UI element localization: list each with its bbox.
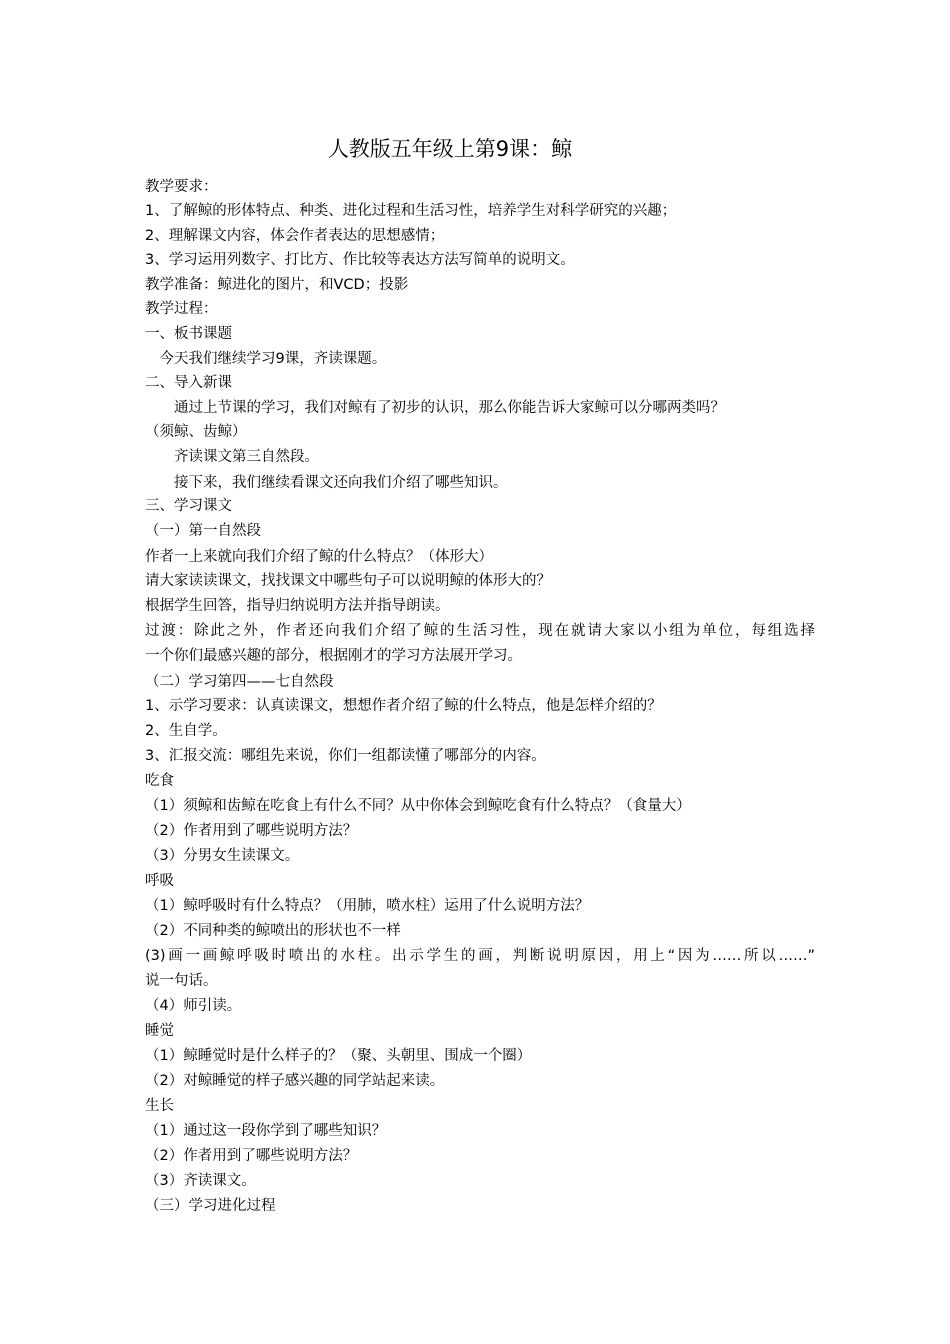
text-line: （须鲸、齿鲸） xyxy=(145,424,247,440)
text-line: （3）分男女生读课文。 xyxy=(145,848,300,864)
text-line: （二）学习第四——七自然段 xyxy=(145,674,334,690)
text-line: 接下来，我们继续看课文还向我们介绍了哪些知识。 xyxy=(145,475,508,491)
text-line: 今天我们继续学习9课，齐读课题。 xyxy=(145,351,387,367)
text-line: 二、导入新课 xyxy=(145,375,232,391)
text-line: 教学过程： xyxy=(145,301,218,317)
text-line: 呼吸 xyxy=(145,873,174,889)
text-line: 3、汇报交流：哪组先来说，你们一组都读懂了哪部分的内容。 xyxy=(145,748,546,764)
text-line: （1）鲸呼吸时有什么特点？（用肺，喷水柱）运用了什么说明方法？ xyxy=(145,898,590,914)
text-line: （1）须鲸和齿鲸在吃食上有什么不同？从中你体会到鲸吃食有什么特点？（食量大） xyxy=(145,798,691,814)
text-line: 教学要求： xyxy=(145,179,218,195)
text-line: 通过上节课的学习，我们对鲸有了初步的认识，那么你能告诉大家鲸可以分哪两类吗？ xyxy=(145,400,725,416)
text-line: 三、学习课文 xyxy=(145,498,232,514)
text-line: （1）通过这一段你学到了哪些知识？ xyxy=(145,1123,387,1139)
text-line: 生长 xyxy=(145,1098,174,1114)
text-line: （1）鲸睡觉时是什么样子的？（聚、头朝里、围成一个圈） xyxy=(145,1048,532,1064)
text-line: 说一句话。 xyxy=(145,973,218,989)
document-title: 人教版五年级上第9课：鲸 xyxy=(327,137,573,161)
text-line: （4）师引读。 xyxy=(145,998,242,1014)
text-line: 教学准备：鲸进化的图片，和VCD；投影 xyxy=(145,277,409,293)
text-line: （2）不同种类的鲸喷出的形状也不一样 xyxy=(145,923,401,939)
text-line: （2）对鲸睡觉的样子感兴趣的同学站起来读。 xyxy=(145,1073,445,1089)
text-line: 1、示学习要求：认真读课文，想想作者介绍了鲸的什么特点，他是怎样介绍的？ xyxy=(145,698,662,714)
text-line: （3）齐读课文。 xyxy=(145,1173,256,1189)
text-line: 一、板书课题 xyxy=(145,326,232,342)
text-line: （2）作者用到了哪些说明方法？ xyxy=(145,1148,358,1164)
text-line: 作者一上来就向我们介绍了鲸的什么特点？（体形大） xyxy=(145,549,493,565)
text-line: 根据学生回答，指导归纳说明方法并指导朗读。 xyxy=(145,598,450,614)
text-line: 齐读课文第三自然段。 xyxy=(145,449,319,465)
text-line: 1、了解鲸的形体特点、种类、进化过程和生活习性，培养学生对科学研究的兴趣； xyxy=(145,203,677,219)
text-line: 过渡：除此之外，作者还向我们介绍了鲸的生活习性，现在就请大家以小组为单位，每组选择 xyxy=(145,623,815,639)
text-line: 2、理解课文内容，体会作者表达的思想感情； xyxy=(145,228,445,244)
text-line: （2）作者用到了哪些说明方法？ xyxy=(145,823,358,839)
text-line: 吃食 xyxy=(145,773,174,789)
text-line: 2、生自学。 xyxy=(145,723,227,739)
text-line: 3、学习运用列数字、打比方、作比较等表达方法写简单的说明文。 xyxy=(145,252,575,268)
text-line: （一）第一自然段 xyxy=(145,523,261,539)
text-line: （三）学习进化过程 xyxy=(145,1198,276,1214)
text-line: 请大家读读课文，找找课文中哪些句子可以说明鲸的体形大的？ xyxy=(145,573,551,589)
text-line: 睡觉 xyxy=(145,1023,174,1039)
text-line: 一个你们最感兴趣的部分，根据刚才的学习方法展开学习。 xyxy=(145,648,522,664)
text-line: (3)画一画鲸呼吸时喷出的水柱。出示学生的画，判断说明原因，用上“因为……所以……” xyxy=(145,948,815,964)
